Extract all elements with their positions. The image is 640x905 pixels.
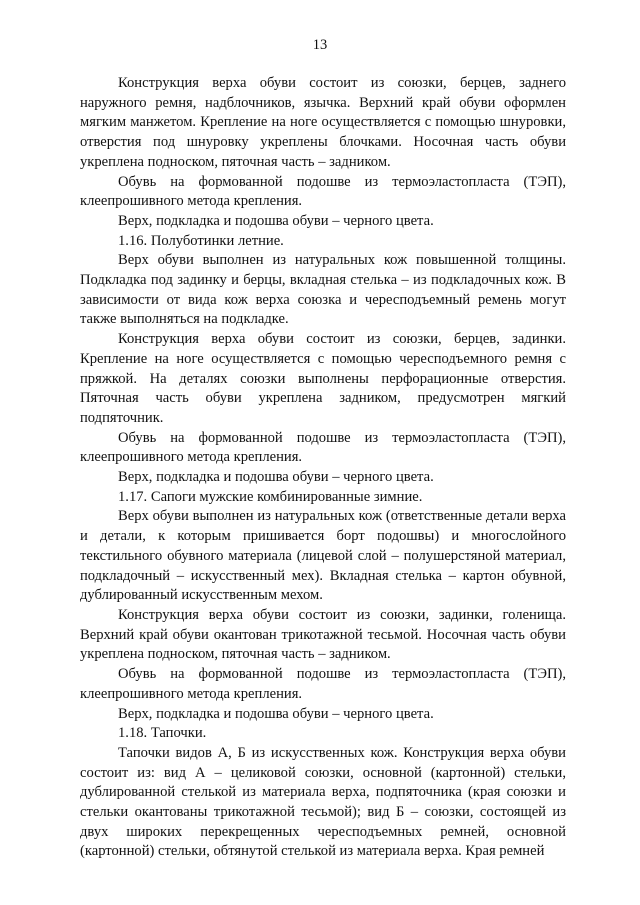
paragraph-color: Верх, подкладка и подошва обуви – черного цвета. — [118, 705, 434, 722]
section-heading-1-16: 1.16. Полуботинки летние. — [118, 232, 284, 249]
paragraph-upper-construction: Конструкция верха обуви состоит из союзки, берцев, задинки. Крепление на ноге осуществляется с помощью чересподъемного ремня с пряжкой. На деталях союзки выполнены перфорационные отверстия. Пяточная часть обуви укреплена задником, предусмотрен мягкий подпяточник. — [80, 331, 566, 426]
section-heading-1-18: 1.18. Тапочки. — [118, 725, 207, 742]
paragraph-upper-construction: Конструкция верха обуви состоит из союзки, берцев, заднего наружного ремня, надблочников, язычка. Верхний край обуви оформлен мягким манжетом. Крепление на ноге осуществляется с помощью шнуровки, отверстия под шнуровку укреплены блочками. Носочная часть обуви укреплена подноском, пяточная часть – задником. — [80, 75, 566, 170]
paragraph-sole: Обувь на формованной подошве из термоэластопласта (ТЭП), клеепрошивного метода крепления. — [80, 666, 566, 702]
paragraph-upper-material: Верх обуви выполнен из натуральных кож повышенной толщины. Подкладка под задинку и берцы, вкладная стелька – из подкладочных кож. В зависимости от вида кож верха союзка и чересподъемный ремень могут также выполняться на подкладке. — [80, 252, 566, 328]
paragraph-sole: Обувь на формованной подошве из термоэластопласта (ТЭП), клеепрошивного метода крепления. — [80, 429, 566, 466]
body-text — [80, 74, 566, 862]
paragraph-sole: Обувь на формованной подошве из термоэластопласта (ТЭП), клеепрошивного метода крепления. — [80, 173, 566, 210]
paragraph-color: Верх, подкладка и подошва обуви – черного цвета. — [118, 469, 434, 486]
paragraph-upper-material: Верх обуви выполнен из натуральных кож (ответственные детали верха и детали, к которым пришивается борт подошвы) и многослойного текстильного обувного материала (лицевой слой – полушерстяной материал, подкладочный – искусственный мех). Вкладная стелька – картон обувной, дублированный искусственным мехом. — [80, 508, 566, 604]
paragraph-upper-construction: Конструкция верха обуви состоит из союзки, задинки, голенища. Верхний край обуви окантован трикотажной тесьмой. Носочная часть обуви укреплена подноском, пяточная часть – задником. — [80, 606, 566, 663]
paragraph-color: Верх, подкладка и подошва обуви – черного цвета. — [118, 212, 434, 229]
page-number: 13 — [312, 37, 328, 53]
section-heading-1-17: 1.17. Сапоги мужские комбинированные зимние. — [118, 488, 423, 505]
paragraph-slippers-construction: Тапочки видов А, Б из искусственных кож. Конструкция верха обуви состоит из: вид А – целиковой союзки, основной (картонной) стельки, дублированной стелькой из материала верха, подпяточника (края союзки и стельки окантованы трикотажной тесьмой); вид Б – союзки, состоящей из двух широких перекрещенных чересподъемных ремней, основной (картонной) стельки, обтянутой стелькой из материала верха. Края ремней — [80, 744, 566, 860]
